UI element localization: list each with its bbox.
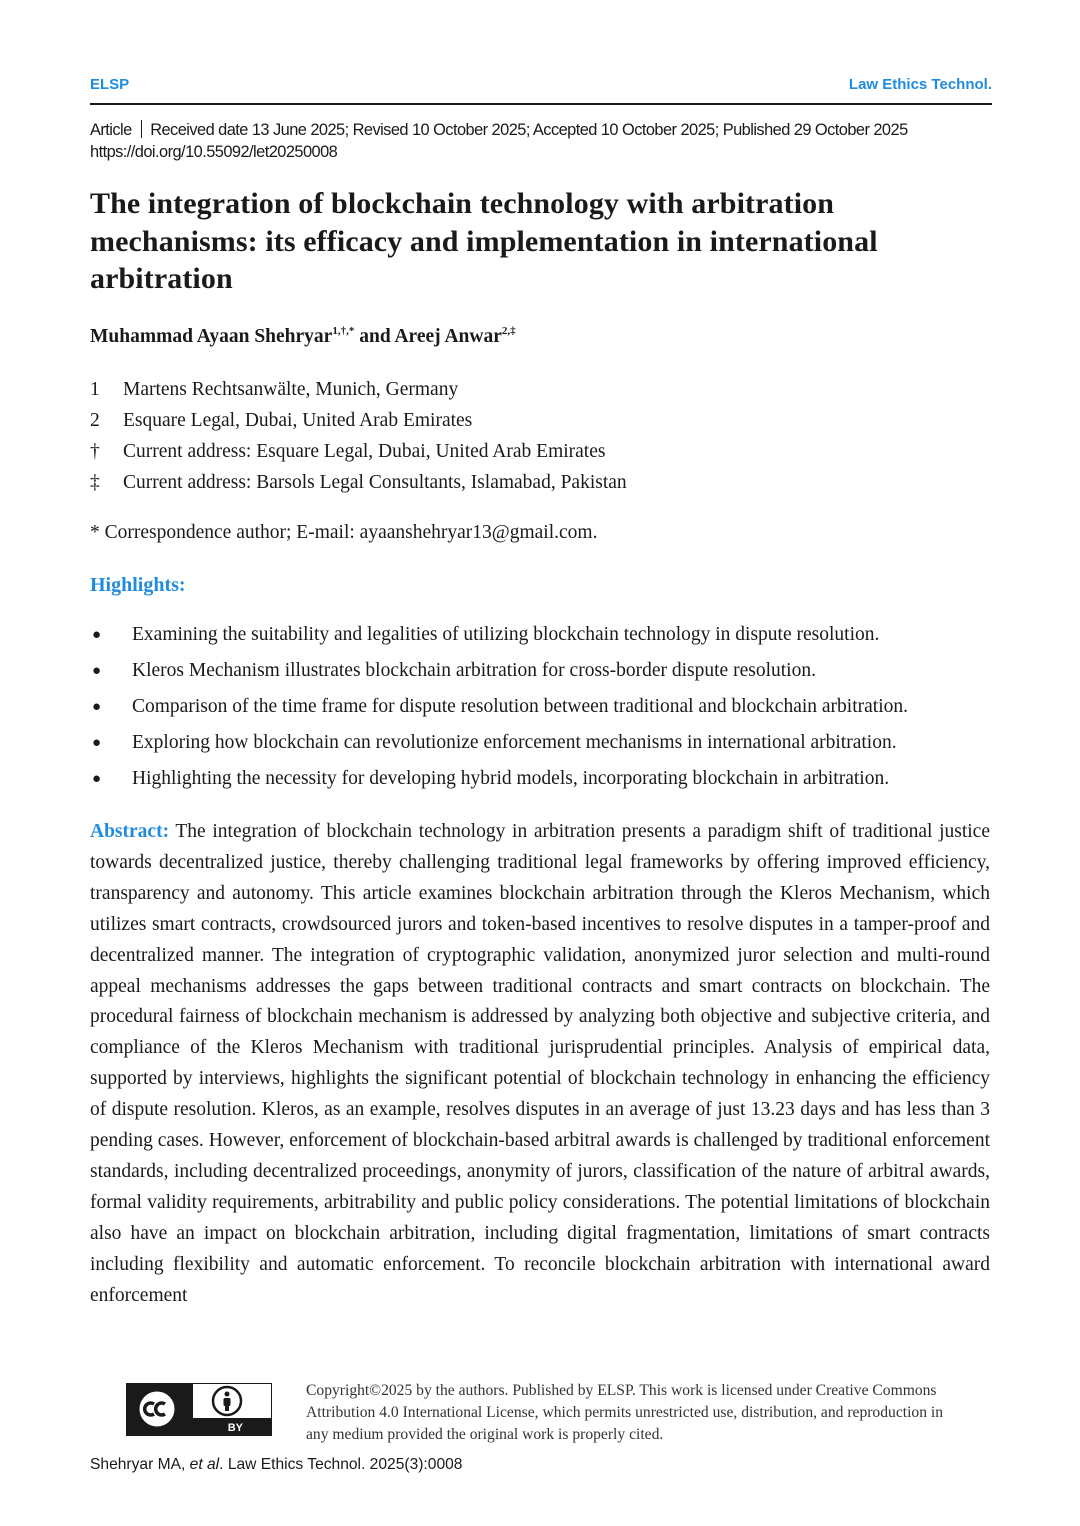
bullet-icon: ● bbox=[92, 663, 102, 679]
highlight-text: Highlighting the necessity for developing hybrid models, incorporating blockchain in arbitration. bbox=[132, 768, 890, 789]
highlights-heading: Highlights: bbox=[90, 574, 186, 596]
author-line bbox=[90, 325, 516, 348]
affiliation-text: Esquare Legal, Dubai, United Arab Emirates bbox=[123, 410, 473, 431]
header-rule bbox=[90, 103, 992, 105]
affiliation-text: Current address: Esquare Legal, Dubai, United Arab Emirates bbox=[123, 441, 606, 462]
author-1-affil: 1,†,* bbox=[332, 325, 355, 337]
abstract-label: Abstract: bbox=[90, 821, 170, 842]
bullet-icon: ● bbox=[92, 627, 102, 643]
doi-link[interactable]: https://doi.org/10.55092/let20250008 bbox=[90, 143, 338, 161]
attribution-person-icon bbox=[207, 1384, 247, 1420]
affiliation-mark: 1 bbox=[90, 379, 100, 400]
correspondence-line: * Correspondence author; E-mail: ayaanshehryar13@gmail.com. bbox=[90, 522, 598, 543]
cc-by-license-icon bbox=[126, 1383, 272, 1436]
article-dates: Received date 13 June 2025; Revised 10 October 2025; Accepted 10 October 2025; Published 29 October 2025 bbox=[150, 121, 908, 139]
author-2: Areej Anwar bbox=[394, 326, 502, 347]
footer-etal: et al bbox=[189, 1456, 220, 1473]
affiliation-mark: 2 bbox=[90, 410, 100, 431]
affiliation-mark: † bbox=[90, 441, 100, 462]
affiliation-text: Martens Rechtsanwälte, Munich, Germany bbox=[123, 379, 459, 400]
affiliation-list bbox=[90, 376, 627, 500]
paper-title: The integration of blockchain technology with arbitration mechanisms: its efficacy and implementation in international arbitration bbox=[90, 187, 878, 295]
citation-footer bbox=[90, 1456, 462, 1474]
highlight-item bbox=[90, 765, 908, 801]
author-conjunction: and bbox=[354, 326, 395, 347]
cc-by-label: BY bbox=[227, 1422, 243, 1434]
bullet-icon: ● bbox=[92, 699, 102, 715]
footer-citation: . Law Ethics Technol. 2025(3):0008 bbox=[219, 1456, 463, 1473]
highlight-text: Kleros Mechanism illustrates blockchain arbitration for cross-border dispute resolution. bbox=[132, 660, 816, 681]
affiliation-text: Current address: Barsols Legal Consultants, Islamabad, Pakistan bbox=[123, 472, 627, 493]
affiliation-item bbox=[90, 438, 627, 469]
highlights-list bbox=[90, 621, 908, 801]
highlight-item bbox=[90, 729, 908, 765]
publisher-name: ELSP bbox=[90, 76, 130, 93]
highlight-text: Comparison of the time frame for dispute resolution between traditional and blockchain arbitration. bbox=[132, 696, 908, 717]
article-type: Article bbox=[90, 121, 132, 139]
meta-separator bbox=[141, 120, 143, 138]
license-text: Copyright©2025 by the authors. Published by ELSP. This work is licensed under Creative Commons Attribution 4.0 International License, which permits unrestricted use, distribution, and reproduction in any medium provided the original work is properly cited. bbox=[306, 1382, 944, 1443]
footer-authors: Shehryar MA, bbox=[90, 1456, 190, 1473]
author-2-affil: 2,‡ bbox=[501, 325, 516, 337]
affiliation-item bbox=[90, 407, 627, 438]
abstract bbox=[90, 817, 990, 1342]
affiliation-item bbox=[90, 469, 627, 500]
abstract-text: The integration of blockchain technology in arbitration presents a paradigm shift of traditional justice towards decentralized justice, thereby challenging traditional legal frameworks by offering improved efficiency, transparency and autonomy. This article examines blockchain arbitration through the Kleros Mechanism, which utilizes smart contracts, crowdsourced jurors and token-based incentives to resolve disputes in a tamper-proof and decentralized manner. The integration of cryptographic validation, anonymized juror selection and multi-round appeal mechanisms addresses the gaps between traditional contracts and smart contracts on blockchain. The procedural fairness of blockchain mechanism is addressed by analyzing both objective and subjective criteria, and compliance of the Kleros Mechanism with traditional jurisprudential principles. Analysis of empirical data, supported by interviews, highlights the significant potential of blockchain technology in enhancing the efficiency of dispute resolution. Kleros, as an example, resolves disputes in an average of just 13.23 days and has less than 3 pending cases. However, enforcement of blockchain-based arbitral awards is challenged by traditional enforcement standards, including decentralized proceedings, anonymity of jurors, classification of the nature of arbitral awards, formal validity requirements, arbitrability and public policy considerations. The potential limitations of blockchain also have an impact on blockchain arbitration, including digital fragmentation, limitations of smart contracts including flexibility and automatic enforcement. To reconcile blockchain arbitration with international award enforcement bbox=[90, 821, 990, 1306]
highlight-text: Examining the suitability and legalities of utilizing blockchain technology in dispute resolution. bbox=[132, 624, 880, 645]
bullet-icon: ● bbox=[92, 735, 102, 751]
bullet-icon: ● bbox=[92, 771, 102, 787]
author-1: Muhammad Ayaan Shehryar bbox=[90, 326, 333, 347]
highlight-item bbox=[90, 693, 908, 729]
article-meta bbox=[90, 119, 992, 163]
highlight-item bbox=[90, 657, 908, 693]
journal-name: Law Ethics Technol. bbox=[848, 76, 992, 93]
highlight-item bbox=[90, 621, 908, 657]
cc-logo-icon bbox=[133, 1385, 185, 1433]
affiliation-mark: ‡ bbox=[90, 472, 100, 493]
affiliation-item bbox=[90, 376, 627, 407]
running-header bbox=[90, 76, 992, 93]
highlight-text: Exploring how blockchain can revolutionize enforcement mechanisms in international arbitration. bbox=[132, 732, 897, 753]
